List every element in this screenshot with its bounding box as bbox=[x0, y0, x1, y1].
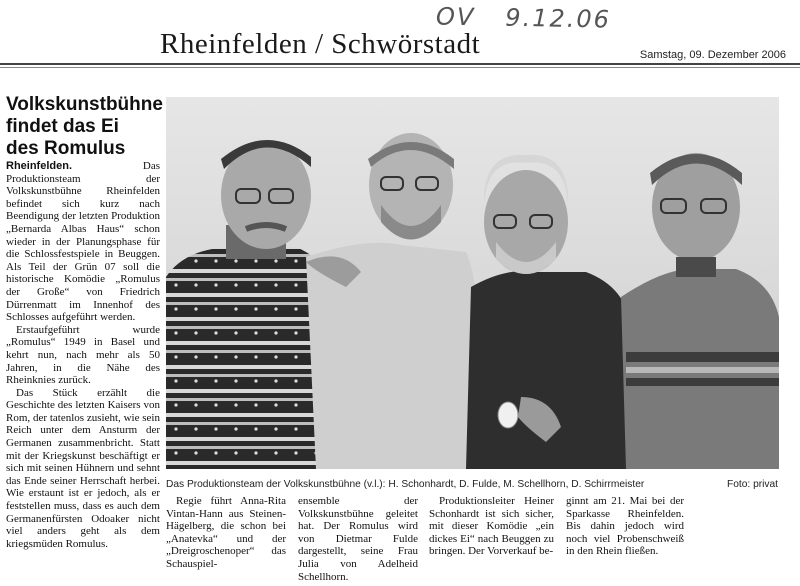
photo-credit: Foto: privat bbox=[727, 479, 778, 490]
article-intro-column bbox=[6, 160, 160, 550]
headline-line-1: Volkskunstbühne bbox=[6, 94, 163, 115]
paragraph-2: Erstaufgeführt wurde „Romulus“ 1949 in Basel und kehrt nun, nach mehr als 50 Jahren, in die Nähe des Rheinknies zurück. bbox=[6, 323, 160, 387]
article-column-5 bbox=[566, 495, 684, 558]
group-photo bbox=[166, 97, 779, 469]
egg bbox=[498, 402, 518, 428]
handwritten-source: OV bbox=[435, 2, 476, 32]
paragraph-5: Produktionsleiter Heiner Schonhardt ist sich sicher, mit dieser Komödie „ein dickes Ei“ nach Beuggen zu bringen. Der Vorverkauf be- bbox=[429, 495, 554, 558]
masthead-rule-thin bbox=[0, 67, 800, 68]
article-column-3 bbox=[298, 495, 418, 583]
paragraph-4-cont: ensemble der Volkskunstbühne geleitet hat. Der Romulus wird von Dietmar Fulde dargestellt, seine Frau Julia von Adelheid Schellhorn. bbox=[298, 495, 418, 583]
article-column-2 bbox=[166, 495, 286, 571]
paragraph-4: Regie führt Anna-Rita Vintan-Hann aus Steinen-Hägelberg, die schon bei „Anatevka“ und der „Dreigroschenoper“ das Schauspiel- bbox=[166, 495, 286, 570]
headline-line-3: des Romulus bbox=[6, 138, 126, 159]
paragraph-5-cont: ginnt am 21. Mai bei der Sparkasse Rheinfelden. Bis dahin jedoch wird noch viel Probenschweiß in den Rhein fließen. bbox=[566, 495, 684, 558]
article-headline bbox=[6, 94, 164, 160]
article-column-4 bbox=[429, 495, 554, 558]
dateline-city: Rheinfelden. bbox=[6, 160, 73, 172]
headline-line-2: findet das Ei bbox=[6, 116, 119, 137]
issue-date: Samstag, 09. Dezember 2006 bbox=[639, 49, 786, 61]
handwritten-date: 9.12.06 bbox=[505, 3, 612, 34]
paragraph-1 bbox=[6, 160, 160, 324]
paragraph-3: Das Stück erzählt die Geschichte des letzten Kaisers von Rom, der tatenlos zusieht, wie sein Reich unter dem Ansturm der Germanen zusammenbricht. Statt mit der Kriegskunst beschäftigt er sich mit seinen Hühnern und sehnt das Ende seiner Herrschaft herbei. Wie erstaunt ist er jedoch, als er feststellen muss, dass es auch dem Germanenfürsten Odoaker nicht viel anders geht als dem kriegsmüden Romulus. bbox=[6, 386, 160, 550]
photo-caption: Das Produktionsteam der Volkskunstbühne (v.l.): H. Schonhardt, D. Fulde, M. Schellhorn, D. Schirrmeister bbox=[166, 479, 645, 490]
masthead-rule bbox=[0, 63, 800, 65]
group-photo-illustration bbox=[166, 97, 779, 469]
paragraph-1-text: Das Produktionsteam der Volkskunstbühne Rheinfelden befindet sich kurz nach Beendigung der letzten Produktion „Bernarda Albas Haus“ schon wieder in der Planungsphase für die Schlossfestspiele in Beuggen. Als Teil der Grün 07 soll die historische Komödie „Romulus der Große“ von Friedrich Dürrenmatt im Innenhof des Schlosses aufgeführt werden. bbox=[6, 160, 160, 324]
section-masthead: Rheinfelden / Schwörstadt bbox=[160, 28, 481, 60]
